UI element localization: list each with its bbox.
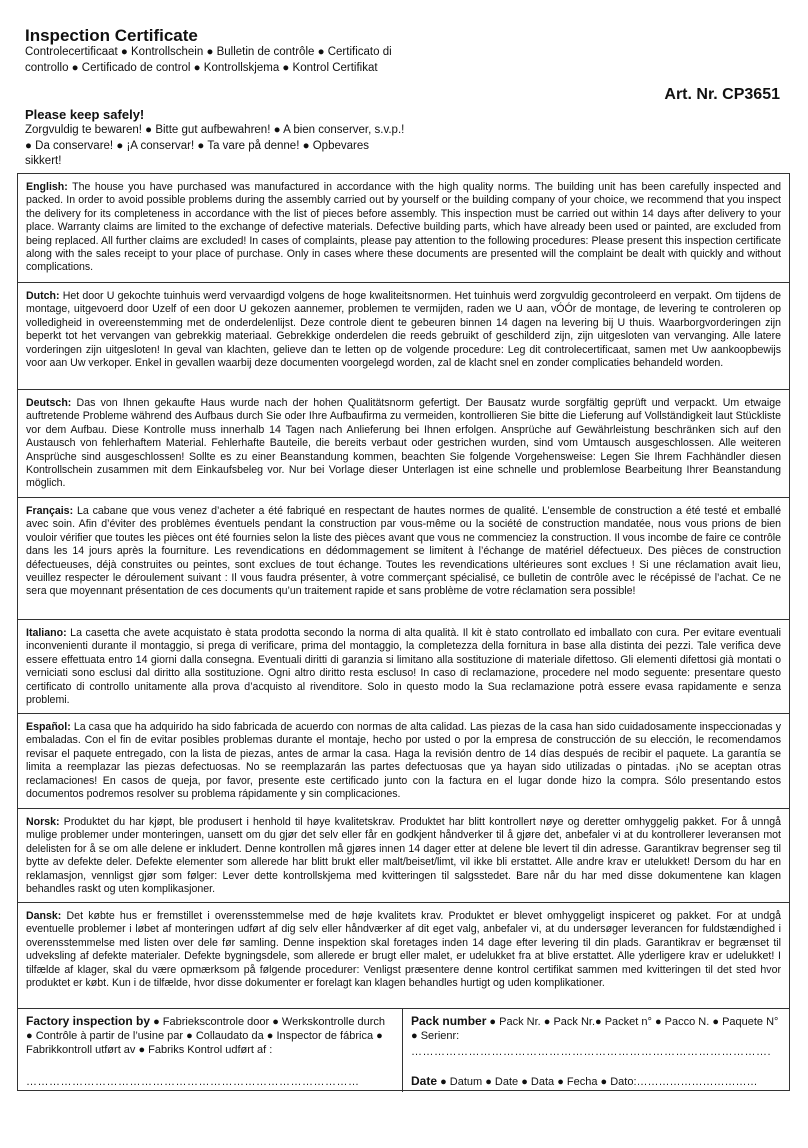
section-english bbox=[18, 174, 789, 282]
section-language-label: Français: bbox=[26, 505, 74, 517]
section-text: Produktet du har kjøpt, ble produsert i henhold til høye kvalitetskrav. Produktet har blitt kontrollert nøye og deretter omhyggelig pakket. For å unngå mulige problemer under monteringen, uansett om du gjør det selv eller får en godkjent håndverker til å gjøre det, anbefaler vi at du kontrollerer leveransen mot delelisten for å se om alle delene er inkludert. Denne kontrollen må gjøres innen 14 dager etter at delene ble levert til din adresse. Garantikrav begrenser seg til bytte av defekte deler. Defekte elementer som allerede har blitt brukt eller malt/beiset/limt, vil ikke bli erstattet. Alle andre krav er utelukket! Dersom du har en reklamasjon, vennligst gjør som følger: Lever dette kontrollskjema med kvitteringen til salgsstedet. Bare når du har med disse dokumentene kan klagen behandles raskt og uten komplikasjoner. bbox=[26, 816, 781, 896]
section-language-label: Italiano: bbox=[26, 627, 67, 639]
section-norsk bbox=[18, 808, 789, 902]
section-francais bbox=[18, 497, 789, 619]
section-text: Das von Ihnen gekaufte Haus wurde nach der hohen Qualitätsnorm gefertigt. Der Bausatz wurde sorgfältig geprüft und verpackt. Um etwaige auftretende Probleme während des Aufbaus durch Sie oder Ihre Aufbaufirma zu vermeiden, kontrollieren Sie bitte die Lieferung auf Vollständigkeit laut Stückliste vor dem Aufbau. Diese Kontrolle muss innerhalb 14 Tagen nach Anlieferung bei Ihnen erfolgen. Ansprüche auf Gewährleistung beschränken sich auf den Austausch von fehlerhaftem Material. Fehlerhafte Bauteile, die bereits verbaut oder gestrichen wurden, sind vom Umtausch ausgeschlossen. Alle weiteren Ansprüche sind ausgeschlossen! Sollte es zu einer Beanstandung kommen, beachten Sie folgende Vorgehensweise: Legen Sie Ihrem Fachhändler diesen Kontrollschein zusammen mit dem Einkaufsbeleg vor. Nur bei Vorlage dieser Unterlagen ist eine schnelle und problemlose Bearbeitung Ihrer Beanstandung möglich. bbox=[26, 397, 781, 490]
keep-safely-heading: Please keep safely! bbox=[25, 107, 145, 122]
factory-inspection-blank[interactable]: …………………………………………………………………………… bbox=[26, 1076, 360, 1088]
section-text: Det købte hus er fremstillet i overensstemmelse med de høje kvalitets krav. Produktet er blevet omhyggeligt inspiceret og pakket. For at undgå eventuelle problemer i løbet af monteringen udført af dig selv eller håndværker af dit eget valg, anbefaler vi, at du undersøger leverancen for fuldstændighed i overensstemmelse med listen over dele før samling. Denne inspektion skal foretages inden 14 dage efter levering til din plads. Garantikrav er begrænset til udveksling af defekte materialer. Defekte bygningsdele, som allerede er brugt eller malet, er udelukket fra at blive erstattet. Alle yderligere krav er udelukket! I tilfælde af klager, skal du være opmærksom på følgende procedurer: Venligst præsentere denne kontrol certifikat sammen med kvitteringen til det sted hvor produktet er købt. Kun i de tilfælde, hvor disse dokumenter er forelagt kan klagen behandles hurtigt og uden komplikationer. bbox=[26, 910, 781, 990]
pack-number-label: Pack number bbox=[411, 1014, 487, 1028]
keep-safely-translations: Zorgvuldig te bewaren! ● Bitte gut aufbewahren! ● A bien conserver, s.v.p.! ● Da conservare! ● ¡A conservar! ● Ta vare på denne! ● Opbevares sikkert! bbox=[25, 124, 405, 167]
section-italiano bbox=[18, 619, 789, 713]
factory-inspection-field[interactable] bbox=[18, 1009, 403, 1092]
section-text: Het door U gekochte tuinhuis werd vervaardigd volgens de hoge kwaliteitsnormen. Het tuinhuis werd zorgvuldig gecontroleerd en verpakt. Om tijdens de montage, uitgevoerd door Uzelf of een door U gekozen aannemer, problemen te vermijden, raden we U aan, vÓÓr de montage, de levering te controleren op volledigheid in overeenstemming met de onderdelenlijst. Deze controle dient te gebeuren binnen 14 dagen na levering bij U thuis. Waarborgvorderingen zijn beperkt tot het vervangen van gebrekkig materiaal. Gebrekkige onderdelen die reeds gebruikt of geschilderd zijn, zijn uitgesloten van vervanging. Alle latere vorderingen zijn uitgesloten! In geval van klachten, gelieve dan te letten op de volgende procedure: Leg dit controlecertificaat, samen met Uw aankoopbewijs voor aan Uw verkoper. Enkel in gevallen waarbij deze documenten voorgelegd worden, zal de klacht snel en zonder complicaties behandeld worden. bbox=[26, 290, 781, 370]
section-dansk bbox=[18, 902, 789, 1008]
section-dutch bbox=[18, 282, 789, 389]
date-label: Date bbox=[411, 1074, 438, 1088]
article-number: Art. Nr. CP3651 bbox=[664, 86, 780, 103]
section-text: La casa que ha adquirido ha sido fabricada de acuerdo con normas de alta calidad. Las piezas de la casa han sido cuidadosamente inspeccionadas y embaladas. Con el fin de evitar posibles problemas durante el montaje, hecho por usted o por la empresa de construcción de su elección, le recomendamos revisar el paquete entregado, con la lista de piezas, antes de armar la casa. Haga la revisión dentro de 14 días después de recibir el paquete. La garantía se limita a reemplazar las piezas defectuosas. No se reemplazarán las partes defectuosas que ya hayan sido utilizadas o pintadas. ¡No se aceptan otras reclamaciones! En casos de queja, por favor, presente este certificado junto con la factura en el lugar donde hizo la compra. Sólo presentando estos documentos podremos resolver su problema rápidamente y sin complicaciones. bbox=[26, 721, 781, 801]
page-title: Inspection Certificate bbox=[25, 26, 198, 45]
section-language-label: Dutch: bbox=[26, 290, 60, 302]
section-espanol bbox=[18, 713, 789, 808]
section-language-label: Norsk: bbox=[26, 816, 60, 828]
title-translations: Controlecertificaat ● Kontrollschein ● Bulletin de contrôle ● Certificato di controllo ● Certificado de control ● Kontrollskjema ● Kontrol Certifikat bbox=[25, 46, 392, 74]
date-translations: ● Datum ● Date ● Data ● Fecha ● Dato:…………………………… bbox=[437, 1076, 758, 1088]
section-text: The house you have purchased was manufactured in accordance with the high quality norms. The building unit has been carefully inspected and packed. In order to avoid possible problems during the assembly carried out by yourself or the building company of your choice, we recommend that you inspect the delivery for its completeness in accordance with the list of pieces before assembly. This inspection must be carried out within 14 days after delivery to your place. Warranty claims are limited to the exchange of defective materials. Defective building parts, which have already been used or painted, are excluded from being replaced. All further claims are excluded! In cases of complaints, please pay attention to the following procedures: Please present this inspection certificate along with the sales receipt to your place of purchase. Only in cases where these documents are presented will the complaint be dealt with quickly and without complications. bbox=[26, 181, 781, 274]
section-language-label: Español: bbox=[26, 721, 71, 733]
section-language-label: Dansk: bbox=[26, 910, 62, 922]
pack-number-field[interactable] bbox=[403, 1009, 789, 1092]
pack-number-blank[interactable]: …………………………………………………………………………………. bbox=[411, 1046, 772, 1058]
section-deutsch bbox=[18, 389, 789, 497]
factory-inspection-label: Factory inspection by bbox=[26, 1014, 151, 1028]
date-field[interactable] bbox=[411, 1074, 758, 1089]
certificate-frame bbox=[17, 173, 790, 1091]
pack-number-translations: ● Pack Nr. ● Pack Nr.● Packet n° ● Pacco N. ● Paquete N° ● Serienr: bbox=[411, 1016, 779, 1042]
section-text: La casetta che avete acquistato è stata prodotta secondo la norma di alta qualità. Il kit è stato controllato ed imballato con cura. Per evitare eventuali inconvenienti durante il montaggio, si prega di verificare, prima del montaggio, la completezza della fornitura in base alla distinta dei pezzi. Tale verifica deve essere effettuata entro 14 giorni dalla consegna. Eventuali diritti di garanzia si limitano alla sostituzione di materiale difettoso. Gli elementi difettosi già montati o verniciati sono esclusi dal diritto alla sostituzione. Ogni altro diritto resta escluso! In caso di reclamazione, procedere nel modo seguente: presentare questo certificato di controllo unitamente alla prova d’acquisto al rivenditore. Solo in questo modo la Sua reclamazione potrà essere evasa rapidamente e senza problemi. bbox=[26, 627, 781, 707]
inspection-footer bbox=[18, 1008, 789, 1092]
section-language-label: Deutsch: bbox=[26, 397, 72, 409]
factory-inspection-translations: ● Fabriekscontrole door ● Werkskontrolle durch ● Contrôle à partir de l’usine par ● Collaudato da ● Inspector de fábrica ● Fabrikkontroll utført av ● Fabriks Kontrol udført af : bbox=[26, 1016, 386, 1056]
section-text: La cabane que vous venez d’acheter a été fabriqué en respectant de hautes normes de qualité. L’ensemble de construction a été testé et emballé avec soin. Afin d’éviter des problèmes éventuels pendant la construction par vous-même ou la société de construction mandatée, nous vous prions de bien vouloir vérifier que toutes les pièces ont été fournies selon la liste des pièces avant que vous ne commenciez la construction. Il vous incombe de faire ce contrôle dans les 14 jours après la fourniture. Les revendications en dédommagement se limitent à l’échange de matériel défectueux. Des pièces de construction défectueuses, déjà construites ou peintes, sont exclues de tout échange. Toutes les revendications ultérieures sont exclues ! Si une réclamation avait lieu, veuillez respecter le déroulement suivant : Il vous faudra présenter, à votre commerçant spécialisé, ce bulletin de contrôle avec le récépissé de l’achat. Ce ne sera que moyennant présentation de ces documents qu’un traitement rapide et sans problème de votre réclamation sera possible! bbox=[26, 505, 781, 598]
section-language-label: English: bbox=[26, 181, 68, 193]
